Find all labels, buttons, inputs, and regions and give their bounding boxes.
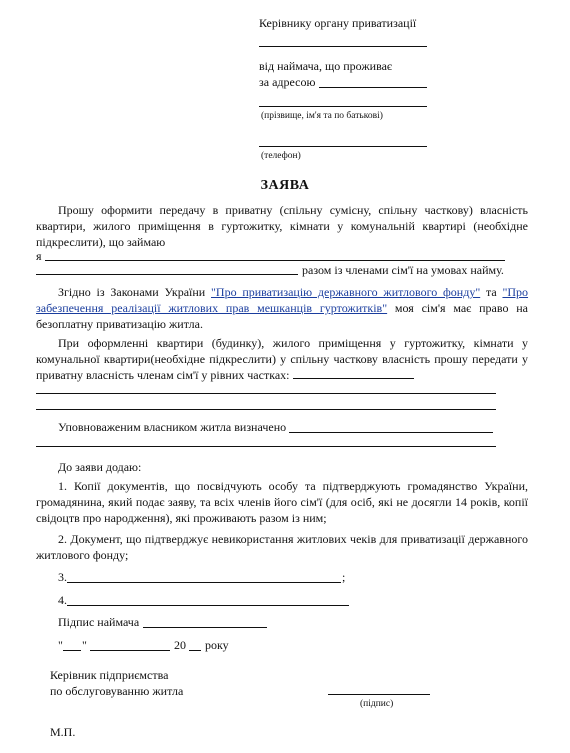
phone-line (259, 146, 427, 147)
authorized-owner-line-2 (36, 446, 496, 447)
address-line (319, 87, 427, 88)
document-title: ЗАЯВА (260, 178, 310, 193)
addressee-label: Керівнику органу приватизації (259, 16, 417, 30)
ownership-paragraph (36, 335, 528, 383)
family-line-2 (36, 409, 496, 410)
attachment-item-3-end: ; (342, 570, 346, 584)
attachment-item-3-number: 3. (58, 570, 67, 584)
ownership-text: При оформленні квартири (будинку), жилого приміщення у гуртожитку, кімнати у комунальної квартири(необхідне підкреслити) у спільну часткову власність прошу передати у приватну власність членам сім'ї у рівних частках: (36, 336, 528, 382)
date-year-prefix: 20 (174, 638, 186, 652)
ya-line (45, 260, 505, 261)
authorized-owner-line (289, 432, 493, 433)
attachment-item-1: 1. Копії документів, що посвідчують особу та підтверджують громадянство України, громадянина, який подає заяву, та всіх членів його сім'ї (для осіб, які не досягли 14 років, копії свідоцтв про народження), які проживають разом із ним; (36, 479, 528, 525)
attachment-item-4-number: 4. (58, 593, 67, 607)
request-paragraph: Прошу оформити передачу в приватну (спільну сумісну, спільну часткову) власність квартири, жилого приміщення в гуртожитку, кімнати у комунальній квартирі (необхідне підкреслити), що займаю (36, 203, 528, 249)
phone-hint: (телефон) (261, 151, 301, 161)
authorized-owner-label: Уповноваженим власником житла визначено (58, 420, 287, 434)
attachment-item-2: 2. Документ, що підтверджує невикористання житлових чеків для приватизації державного житлового фонду; (36, 532, 528, 562)
date-year-suffix: року (205, 638, 229, 652)
law-suffix: моя сім'я має право на безоплатну приватизацію житла. (36, 301, 528, 331)
tenant-signature-line (143, 627, 267, 628)
head-signature-line (328, 694, 430, 695)
head-signature-hint: (підпис) (360, 699, 394, 709)
attachment-item-4-line (67, 605, 349, 606)
date-open-quote: " (58, 638, 63, 652)
head-enterprise-label-2: по обслуговуванню житла (50, 684, 184, 698)
occupant-line (36, 274, 298, 275)
law-and: та (485, 285, 497, 299)
tenant-signature-label: Підпис наймача (58, 615, 140, 629)
date-day-line (63, 650, 81, 651)
full-name-hint: (прізвище, ім'я та по батькові) (261, 111, 383, 121)
full-name-line (259, 106, 427, 107)
from-tenant-label: від наймача, що проживає (259, 59, 393, 73)
head-enterprise-label-1: Керівник підприємства (50, 668, 169, 682)
date-year-line (189, 650, 201, 651)
family-members-line (293, 367, 414, 379)
law-prefix: Згідно із Законами України (58, 285, 206, 299)
date-month-line (90, 650, 170, 651)
law-dormitories-link[interactable]: "Про забезпечення реалізації житлових прав мешканців гуртожитків" (36, 285, 529, 315)
addressee-line (259, 46, 427, 47)
law-paragraph (36, 284, 528, 332)
attachments-intro: До заяви додаю: (58, 460, 142, 474)
law-privatization-link[interactable]: "Про приватизацію державного житлового фонду" (211, 285, 481, 299)
date-close-quote: " (82, 638, 87, 652)
stamp-label: М.П. (50, 725, 76, 739)
at-address-label: за адресою (259, 75, 316, 89)
ya-label: я (36, 249, 42, 263)
together-label: разом із членами сім'ї на умовах найму. (302, 263, 504, 277)
family-line-1 (36, 393, 496, 394)
attachment-item-3-line (67, 582, 341, 583)
